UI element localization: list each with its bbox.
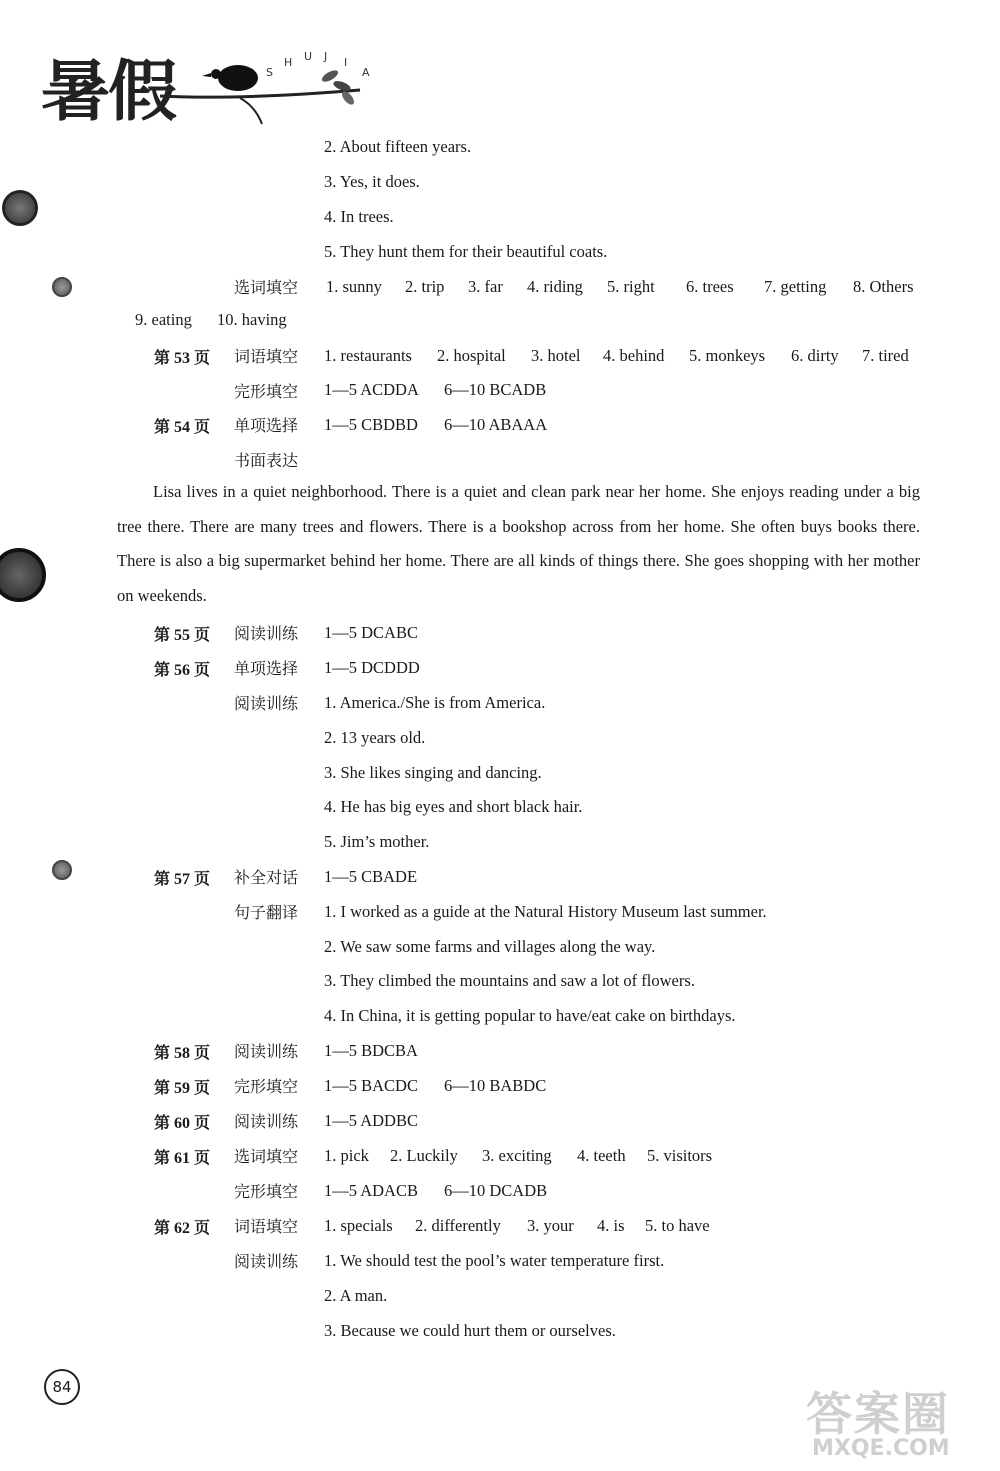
- answer-line: 3. Because we could hurt them or ourselves.: [324, 1321, 616, 1340]
- answer-item: 5. monkeys: [689, 346, 766, 365]
- answer-item: 5. right: [607, 277, 655, 296]
- binder-hole-icon: [0, 548, 46, 602]
- section-label: 阅读训练: [234, 626, 299, 643]
- answer-item: 8. Others: [853, 277, 914, 296]
- page-label: 第 53 页: [154, 350, 211, 367]
- answer-item: 4. teeth: [577, 1146, 626, 1165]
- answer-line: 2. About fifteen years.: [324, 137, 472, 156]
- answer-line: 4. In China, it is getting popular to have/eat cake on birthdays.: [324, 1006, 736, 1025]
- answer-item: 3. your: [527, 1216, 574, 1235]
- answer-item: 7. getting: [764, 277, 827, 296]
- answer-line: 5. Jim’s mother.: [324, 832, 430, 851]
- answer-item: 5. visitors: [647, 1146, 713, 1165]
- section-label: 完形填空: [234, 1079, 299, 1096]
- answer-item: 1—5 ADACB: [324, 1181, 418, 1200]
- answer-item: 2. Luckily: [390, 1146, 458, 1165]
- header-logo: [40, 28, 380, 128]
- section-label: 完形填空: [234, 384, 299, 401]
- answer-line: 5. They hunt them for their beautiful coats.: [324, 242, 608, 261]
- answer-item: 1. restaurants: [324, 346, 412, 365]
- answer-item: 10. having: [217, 310, 287, 329]
- answer-item: 9. eating: [135, 310, 192, 329]
- answer-line: 3. Yes, it does.: [324, 172, 420, 191]
- section-label: 句子翻译: [234, 905, 299, 922]
- section-label: 词语填空: [234, 1219, 299, 1236]
- answer-item: 6—10 ABAAA: [444, 415, 548, 434]
- section-label: 选词填空: [234, 280, 299, 297]
- answer-item: 3. exciting: [482, 1146, 552, 1165]
- answer-line: 1. America./She is from America.: [324, 693, 546, 712]
- answer-item: 2. differently: [415, 1216, 501, 1235]
- header-latin-letters: S H U J I A: [266, 50, 370, 79]
- answer-item: 1—5 DCABC: [324, 623, 418, 642]
- answer-item: 2. hospital: [437, 346, 506, 365]
- section-label: 阅读训练: [234, 1114, 299, 1131]
- answer-item: 1. pick: [324, 1146, 369, 1165]
- binder-hole-icon: [52, 277, 72, 297]
- answer-item: 1—5 ACDDA: [324, 380, 419, 399]
- answer-item: 1—5 BACDC: [324, 1076, 418, 1095]
- page-label: 第 56 页: [154, 662, 211, 679]
- answer-line: 3. She likes singing and dancing.: [324, 763, 542, 782]
- section-label: 完形填空: [234, 1184, 299, 1201]
- answer-line: 4. In trees.: [324, 207, 394, 226]
- answer-item: 1. specials: [324, 1216, 393, 1235]
- answer-line: 2. 13 years old.: [324, 728, 426, 747]
- answer-item: 4. is: [597, 1216, 625, 1235]
- section-label: 词语填空: [234, 349, 299, 366]
- binder-hole-icon: [2, 190, 38, 226]
- answer-item: 6—10 BCADB: [444, 380, 547, 399]
- answer-item: 6. trees: [686, 277, 734, 296]
- section-label: 单项选择: [234, 661, 299, 678]
- answer-item: 1—5 CBDBD: [324, 415, 418, 434]
- page-label: 第 60 页: [154, 1115, 211, 1132]
- page-label: 第 62 页: [154, 1220, 211, 1237]
- watermark-logo-text: 答案圈: [806, 1387, 950, 1441]
- answer-item: 1—5 CBADE: [324, 867, 418, 886]
- answer-line: 1. I worked as a guide at the Natural History Museum last summer.: [324, 902, 767, 921]
- answer-line: 2. We saw some farms and villages along the way.: [324, 937, 656, 956]
- page-number: 84: [52, 1378, 72, 1396]
- binder-hole-icon: [52, 860, 72, 880]
- section-label: 选词填空: [234, 1149, 299, 1166]
- section-label: 阅读训练: [234, 1044, 299, 1061]
- answer-item: 1. sunny: [326, 277, 382, 296]
- answer-item: 5. to have: [645, 1216, 710, 1235]
- answer-line: 2. A man.: [324, 1286, 388, 1305]
- answer-item: 6. dirty: [791, 346, 839, 365]
- page-label: 第 54 页: [154, 419, 211, 436]
- section-label: 补全对话: [234, 870, 299, 887]
- answer-line: 4. He has big eyes and short black hair.: [324, 797, 583, 816]
- page-label: 第 61 页: [154, 1150, 211, 1167]
- watermark-url: MXQE.COM: [812, 1436, 950, 1461]
- answer-line: 3. They climbed the mountains and saw a lot of flowers.: [324, 971, 695, 990]
- answer-item: 6—10 BABDC: [444, 1076, 547, 1095]
- section-label: 阅读训练: [234, 696, 299, 713]
- page-label: 第 55 页: [154, 627, 211, 644]
- answer-item: 4. behind: [603, 346, 665, 365]
- answer-line: 1. We should test the pool’s water temperature first.: [324, 1251, 665, 1270]
- answer-item: 1—5 BDCBA: [324, 1041, 418, 1060]
- answer-item: 1—5 DCDDD: [324, 658, 420, 677]
- answer-item: 3. hotel: [531, 346, 581, 365]
- answer-item: 6—10 DCADB: [444, 1181, 548, 1200]
- section-label: 单项选择: [234, 418, 299, 435]
- section-label: 阅读训练: [234, 1254, 299, 1271]
- page-number-badge: [44, 1369, 80, 1405]
- section-label: 书面表达: [234, 453, 299, 470]
- essay-paragraph: Lisa lives in a quiet neighborhood. There is a quiet and clean park near her home. She enjoys reading under a big tree there. There are many trees and flowers. There is a bookshop across from her home. She often buys books there. There is also a big supermarket behind her home. There are all kinds of things there. She goes shopping with her mother on weekends.: [117, 482, 920, 606]
- answer-item: 1—5 ADDBC: [324, 1111, 418, 1130]
- page-label: 第 59 页: [154, 1080, 211, 1097]
- page-label: 第 58 页: [154, 1045, 211, 1062]
- answer-item: 7. tired: [862, 346, 909, 365]
- header-title-cn: 暑假: [40, 53, 176, 130]
- answer-item: 2. trip: [405, 277, 445, 296]
- answer-item: 3. far: [468, 277, 503, 296]
- answer-item: 4. riding: [527, 277, 583, 296]
- page-label: 第 57 页: [154, 871, 211, 888]
